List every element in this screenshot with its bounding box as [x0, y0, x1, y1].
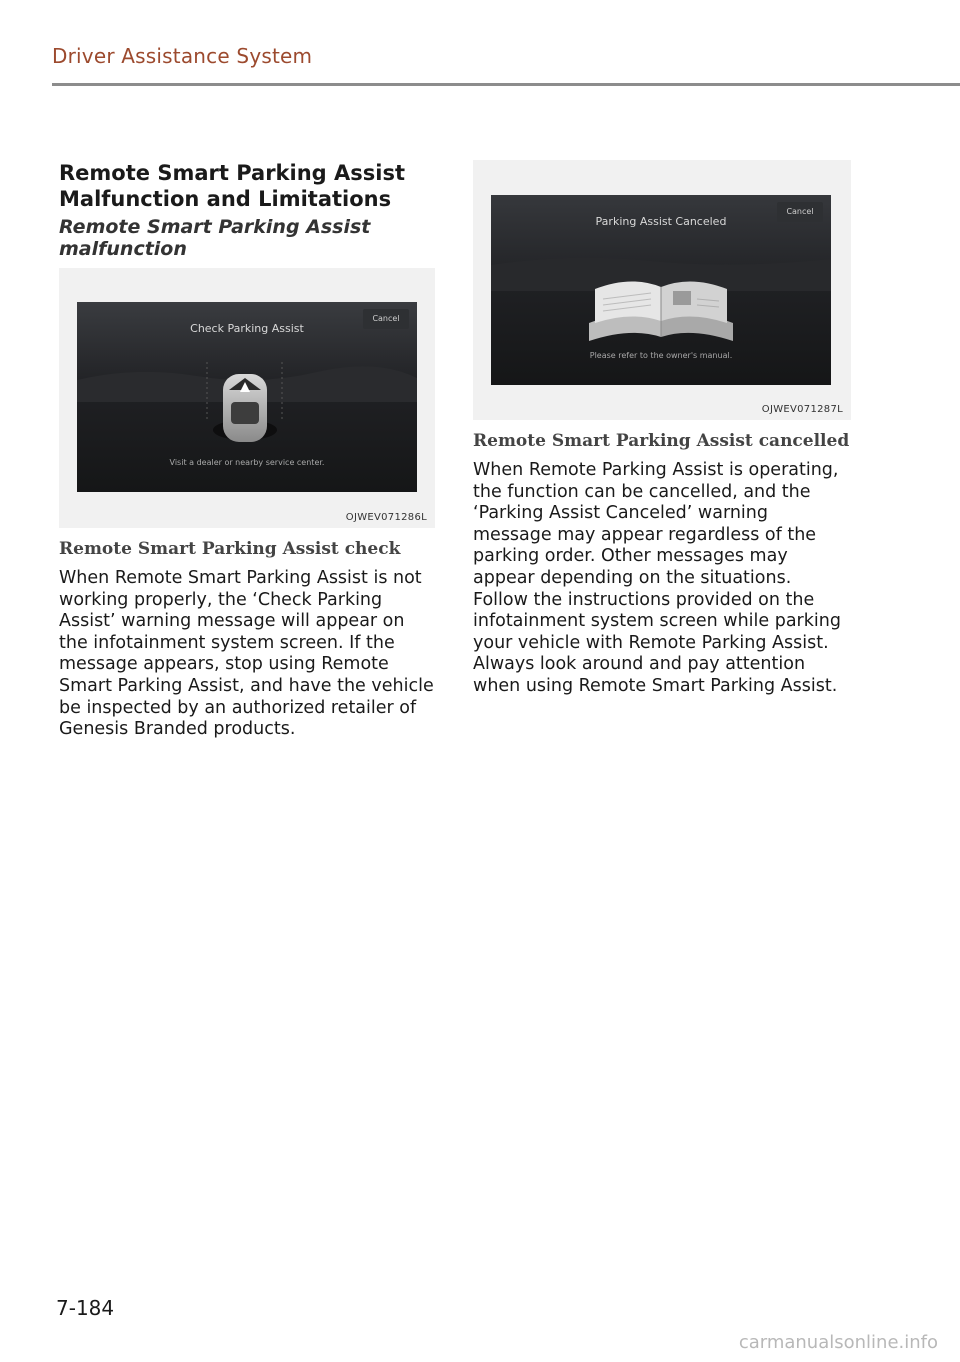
left-column [59, 160, 435, 741]
infotainment-screen-illustration [491, 195, 831, 385]
figure-code: OJWEV071287L [761, 404, 843, 415]
body-paragraph: When Remote Parking Assist is operating, the function can be cancelled, and the ‘Parking Assist Canceled’ warning message may appear regardless of the parking order. Other messages may appear depending on the situations. Follow the instructions provided on the infotainment system screen while parking your vehicle with Remote Parking Assist. Always look around and pay attention when using Remote Smart Parking Assist. [473, 460, 841, 696]
header-divider [52, 83, 960, 86]
cancel-button: Cancel [363, 309, 409, 329]
open-book-icon [589, 281, 733, 341]
infotainment-screen-illustration [77, 302, 417, 492]
page-number: 7-184 [56, 1296, 115, 1320]
figure-check-parking-assist [59, 268, 435, 528]
figure-code: OJWEV071286L [345, 512, 427, 523]
item-heading: Remote Smart Parking Assist check [59, 539, 401, 559]
right-column [473, 160, 851, 698]
running-header: Driver Assistance System [52, 44, 313, 68]
body-paragraph: When Remote Smart Parking Assist is not working properly, the ‘Check Parking Assist’ warning message will appear on the infotainment system screen. If the message appears, stop using Remote Smart Parking Assist, and have the vehicle be inspected by an authorized retailer of Genesis Branded products. [59, 568, 434, 740]
screen-message: Visit a dealer or nearby service center. [169, 458, 325, 467]
section-title: Remote Smart Parking Assist Malfunction and Limitations [59, 161, 405, 211]
cancel-button: Cancel [777, 202, 823, 222]
screen-title: Check Parking Assist [190, 322, 304, 335]
figure-parking-assist-canceled [473, 160, 851, 420]
watermark: carmanualsonline.info [738, 1332, 938, 1353]
subsection-title: Remote Smart Parking Assist malfunction [59, 216, 371, 260]
screen-message: Please refer to the owner's manual. [589, 351, 733, 360]
item-heading: Remote Smart Parking Assist cancelled [473, 431, 850, 451]
screen-title: Parking Assist Canceled [595, 215, 727, 228]
